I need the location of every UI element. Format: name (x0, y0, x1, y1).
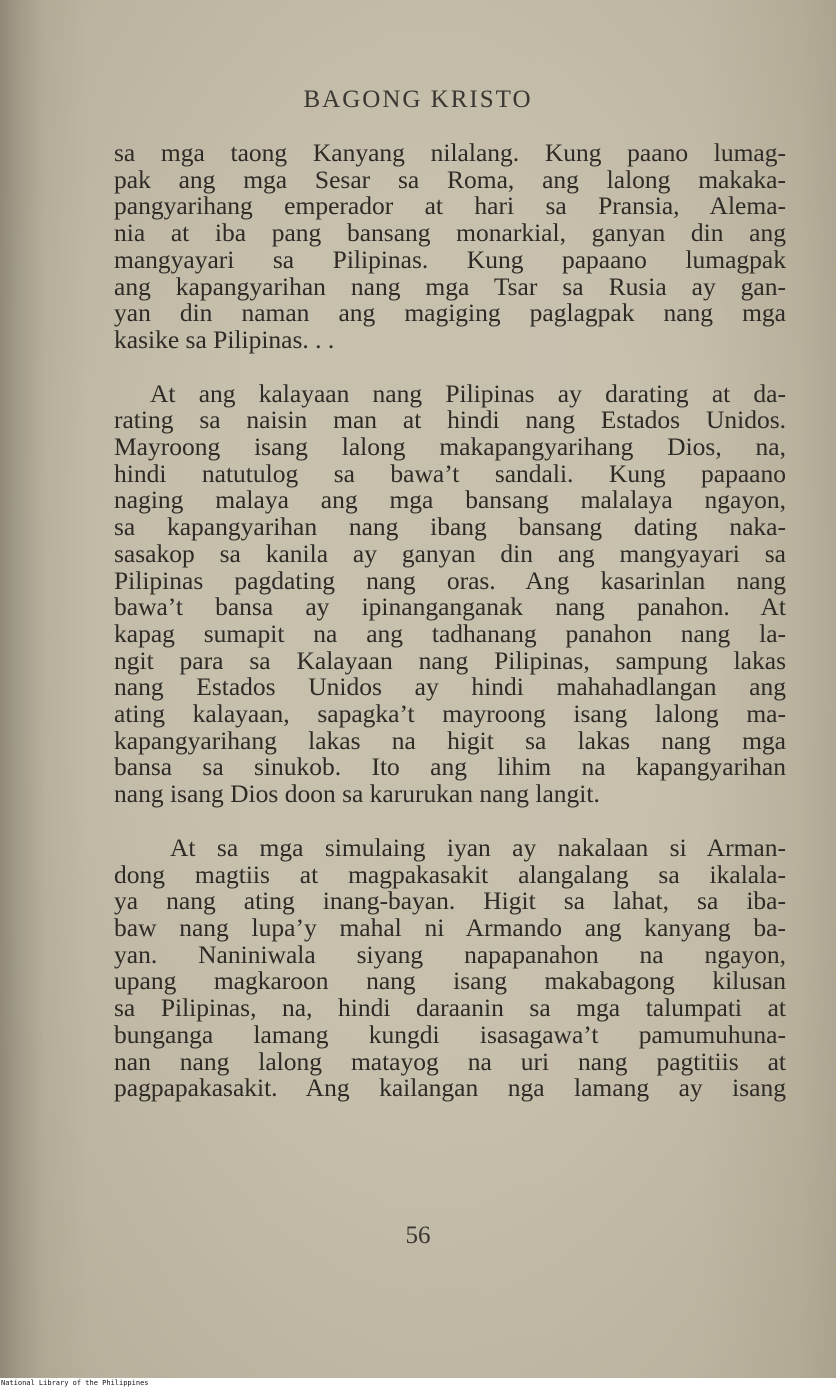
text-line: dong magtiis at magpakasakit alangalang sa ikalala- (114, 859, 786, 889)
text-line: bunganga lamang kungdi isasagawa’t pamumuhuna- (114, 1019, 786, 1049)
text-line: mangyayari sa Pilipinas. Kung papaano lumagpak (114, 244, 786, 274)
text-line: pagpapakasakit. Ang kailangan nga lamang ay isang (114, 1073, 786, 1103)
text-line: nang isang Dios doon sa karurukan nang langit. (114, 779, 600, 809)
text-line: upang magkaroon nang isang makabagong kilusan (114, 966, 786, 996)
text-line: rating sa naisin man at hindi nang Estados Unidos. (114, 405, 786, 435)
text-line: Mayroong isang lalong makapangyarihang Dios, na, (114, 432, 786, 462)
text-line: nang Estados Unidos ay hindi mahahadlangan ang (114, 672, 786, 702)
text-line: ang kapangyarihan nang mga Tsar sa Rusia ay gan- (114, 271, 786, 301)
text-line: At sa mga simulaing iyan ay nakalaan si Arman- (170, 832, 786, 862)
text-line: kapangyarihang lakas na higit sa lakas nang mga (114, 725, 786, 755)
text-line: kasike sa Pilipinas. . . (114, 324, 335, 354)
text-line: pangyarihang emperador at hari sa Pransia, Alema- (114, 191, 786, 221)
text-line: Pilipinas pagdating nang oras. Ang kasarinlan nang (114, 565, 786, 595)
text-line: yan din naman ang magiging paglagpak nang mga (114, 298, 786, 328)
text-line: nan nang lalong matayog na uri nang pagtitiis at (114, 1046, 786, 1076)
text-line: ya nang ating inang-bayan. Higit sa lahat, sa iba- (114, 886, 786, 916)
paragraph-gap (114, 808, 786, 835)
paragraph-gap (114, 354, 786, 381)
text-line: sa mga taong Kanyang nilalang. Kung paano lumag- (114, 138, 786, 167)
text-line: sasakop sa kanila ay ganyan din ang mangyayari sa (114, 538, 786, 568)
text-line: At ang kalayaan nang Pilipinas ay darating at da- (150, 378, 786, 408)
text-line: kapag sumapit na ang tadhanang panahon nang la- (114, 618, 786, 648)
text-line: ating kalayaan, sapagka’t mayroong isang lalong ma- (114, 699, 786, 729)
text-line: sa Pilipinas, na, hindi daraanin sa mga talumpati at (114, 993, 786, 1023)
text-line: naging malaya ang mga bansang malalaya ngayon, (114, 485, 786, 515)
footer-strip (0, 1378, 836, 1388)
text-line: pak ang mga Sesar sa Roma, ang lalong makaka- (114, 164, 786, 194)
body-text (114, 140, 786, 1102)
text-line: baw nang lupa’y mahal ni Armando ang kanyang ba- (114, 912, 786, 942)
library-credit: National Library of the Philippines (1, 1379, 149, 1387)
text-line: nia at iba pang bansang monarkial, ganyan din ang (114, 218, 786, 248)
text-line: bawa’t bansa ay ipinanganganak nang panahon. At (114, 592, 786, 622)
text-line: sa kapangyarihan nang ibang bansang dating naka- (114, 512, 786, 542)
text-line: yan. Naniniwala siyang napapanahon na ngayon, (114, 939, 786, 969)
text-line: bansa sa sinukob. Ito ang lihim na kapangyarihan (114, 752, 786, 782)
text-line: ngit para sa Kalayaan nang Pilipinas, sampung lakas (114, 645, 786, 675)
running-head: BAGONG KRISTO (303, 86, 533, 113)
text-line: hindi natutulog sa bawa’t sandali. Kung papaano (114, 458, 786, 488)
page-number: 56 (405, 1222, 431, 1249)
